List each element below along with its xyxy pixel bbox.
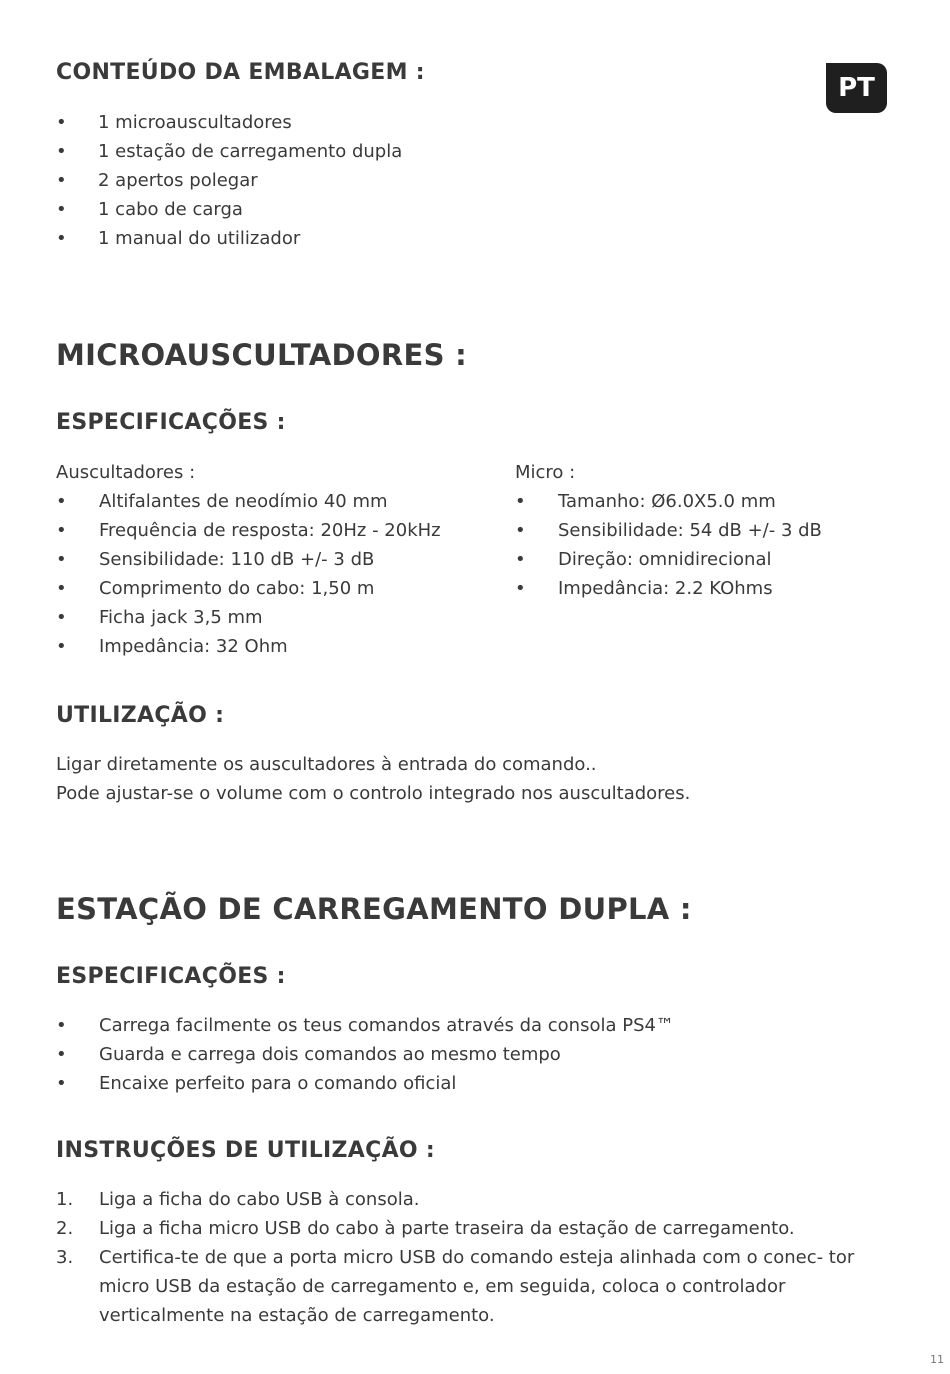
bullet: • <box>56 636 67 657</box>
list-item: • Comprimento do cabo: 1,50 m <box>56 574 441 603</box>
list-item: • Sensibilidade: 54 dB +/- 3 dB <box>515 516 822 545</box>
bullet: • <box>56 607 67 628</box>
list-item: • Altifalantes de neodímio 40 mm <box>56 487 441 516</box>
bullet: • <box>515 578 526 599</box>
usage-title: UTILIZAÇÃO : <box>56 703 225 728</box>
list-item: • Ficha jack 3,5 mm <box>56 603 441 632</box>
list-item: • Guarda e carrega dois comandos ao mesmo tempo <box>56 1040 674 1069</box>
bullet: • <box>56 491 67 512</box>
bullet: • <box>515 549 526 570</box>
bullet: • <box>56 520 67 541</box>
bullet: • <box>56 1015 67 1036</box>
station-title: ESTAÇÃO DE CARREGAMENTO DUPLA : <box>56 892 692 926</box>
language-badge: PT <box>826 63 887 113</box>
list-item: • 1 estação de carregamento dupla <box>56 137 402 166</box>
usage-line: Pode ajustar-se o volume com o controlo integrado nos auscultadores. <box>56 783 691 804</box>
list-item: • 1 manual do utilizador <box>56 224 402 253</box>
list-item: • Impedância: 32 Ohm <box>56 632 441 661</box>
headphones-label: Auscultadores : <box>56 462 196 483</box>
page-number: 11 <box>930 1353 944 1366</box>
package-list <box>56 108 402 253</box>
mic-label: Micro : <box>515 462 576 483</box>
bullet: • <box>515 491 526 512</box>
headset-specs-title: ESPECIFICAÇÕES : <box>56 410 286 435</box>
step-number: 3. <box>56 1247 74 1268</box>
bullet: • <box>56 228 67 249</box>
bullet: • <box>56 170 67 191</box>
bullet: • <box>56 1044 67 1065</box>
bullet: • <box>515 520 526 541</box>
bullet: • <box>56 1073 67 1094</box>
mic-spec-list <box>515 487 822 603</box>
list-item: 2. Liga a ficha micro USB do cabo à parte traseira da estação de carregamento. <box>56 1214 877 1243</box>
list-item: • Carrega facilmente os teus comandos através da consola PS4™ <box>56 1011 674 1040</box>
step-number: 2. <box>56 1218 74 1239</box>
package-title: CONTEÚDO DA EMBALAGEM : <box>56 60 425 85</box>
list-item: • Sensibilidade: 110 dB +/- 3 dB <box>56 545 441 574</box>
headset-title: MICROAUSCULTADORES : <box>56 338 468 372</box>
station-specs-title: ESPECIFICAÇÕES : <box>56 964 286 989</box>
instructions-list <box>56 1185 877 1330</box>
list-item: 3. Certifica-te de que a porta micro USB do comando esteja alinhada com o conec- tor micro USB da estação de carregamento e, em seguida, coloca o controlador verticalmente na estação de carregamento. <box>56 1243 877 1330</box>
list-item: • Frequência de resposta: 20Hz - 20kHz <box>56 516 441 545</box>
usage-line: Ligar diretamente os auscultadores à entrada do comando.. <box>56 754 597 775</box>
station-spec-list <box>56 1011 674 1098</box>
list-item: • 2 apertos polegar <box>56 166 402 195</box>
list-item: 1. Liga a ficha do cabo USB à consola. <box>56 1185 877 1214</box>
headphones-spec-list <box>56 487 441 661</box>
bullet: • <box>56 199 67 220</box>
instructions-title: INSTRUÇÕES DE UTILIZAÇÃO : <box>56 1138 435 1163</box>
list-item: • 1 cabo de carga <box>56 195 402 224</box>
list-item: • Impedância: 2.2 KOhms <box>515 574 822 603</box>
list-item: • 1 microauscultadores <box>56 108 402 137</box>
bullet: • <box>56 141 67 162</box>
list-item: • Encaixe perfeito para o comando oficial <box>56 1069 674 1098</box>
list-item: • Tamanho: Ø6.0X5.0 mm <box>515 487 822 516</box>
step-number: 1. <box>56 1189 74 1210</box>
list-item: • Direção: omnidirecional <box>515 545 822 574</box>
bullet: • <box>56 549 67 570</box>
bullet: • <box>56 112 67 133</box>
bullet: • <box>56 578 67 599</box>
